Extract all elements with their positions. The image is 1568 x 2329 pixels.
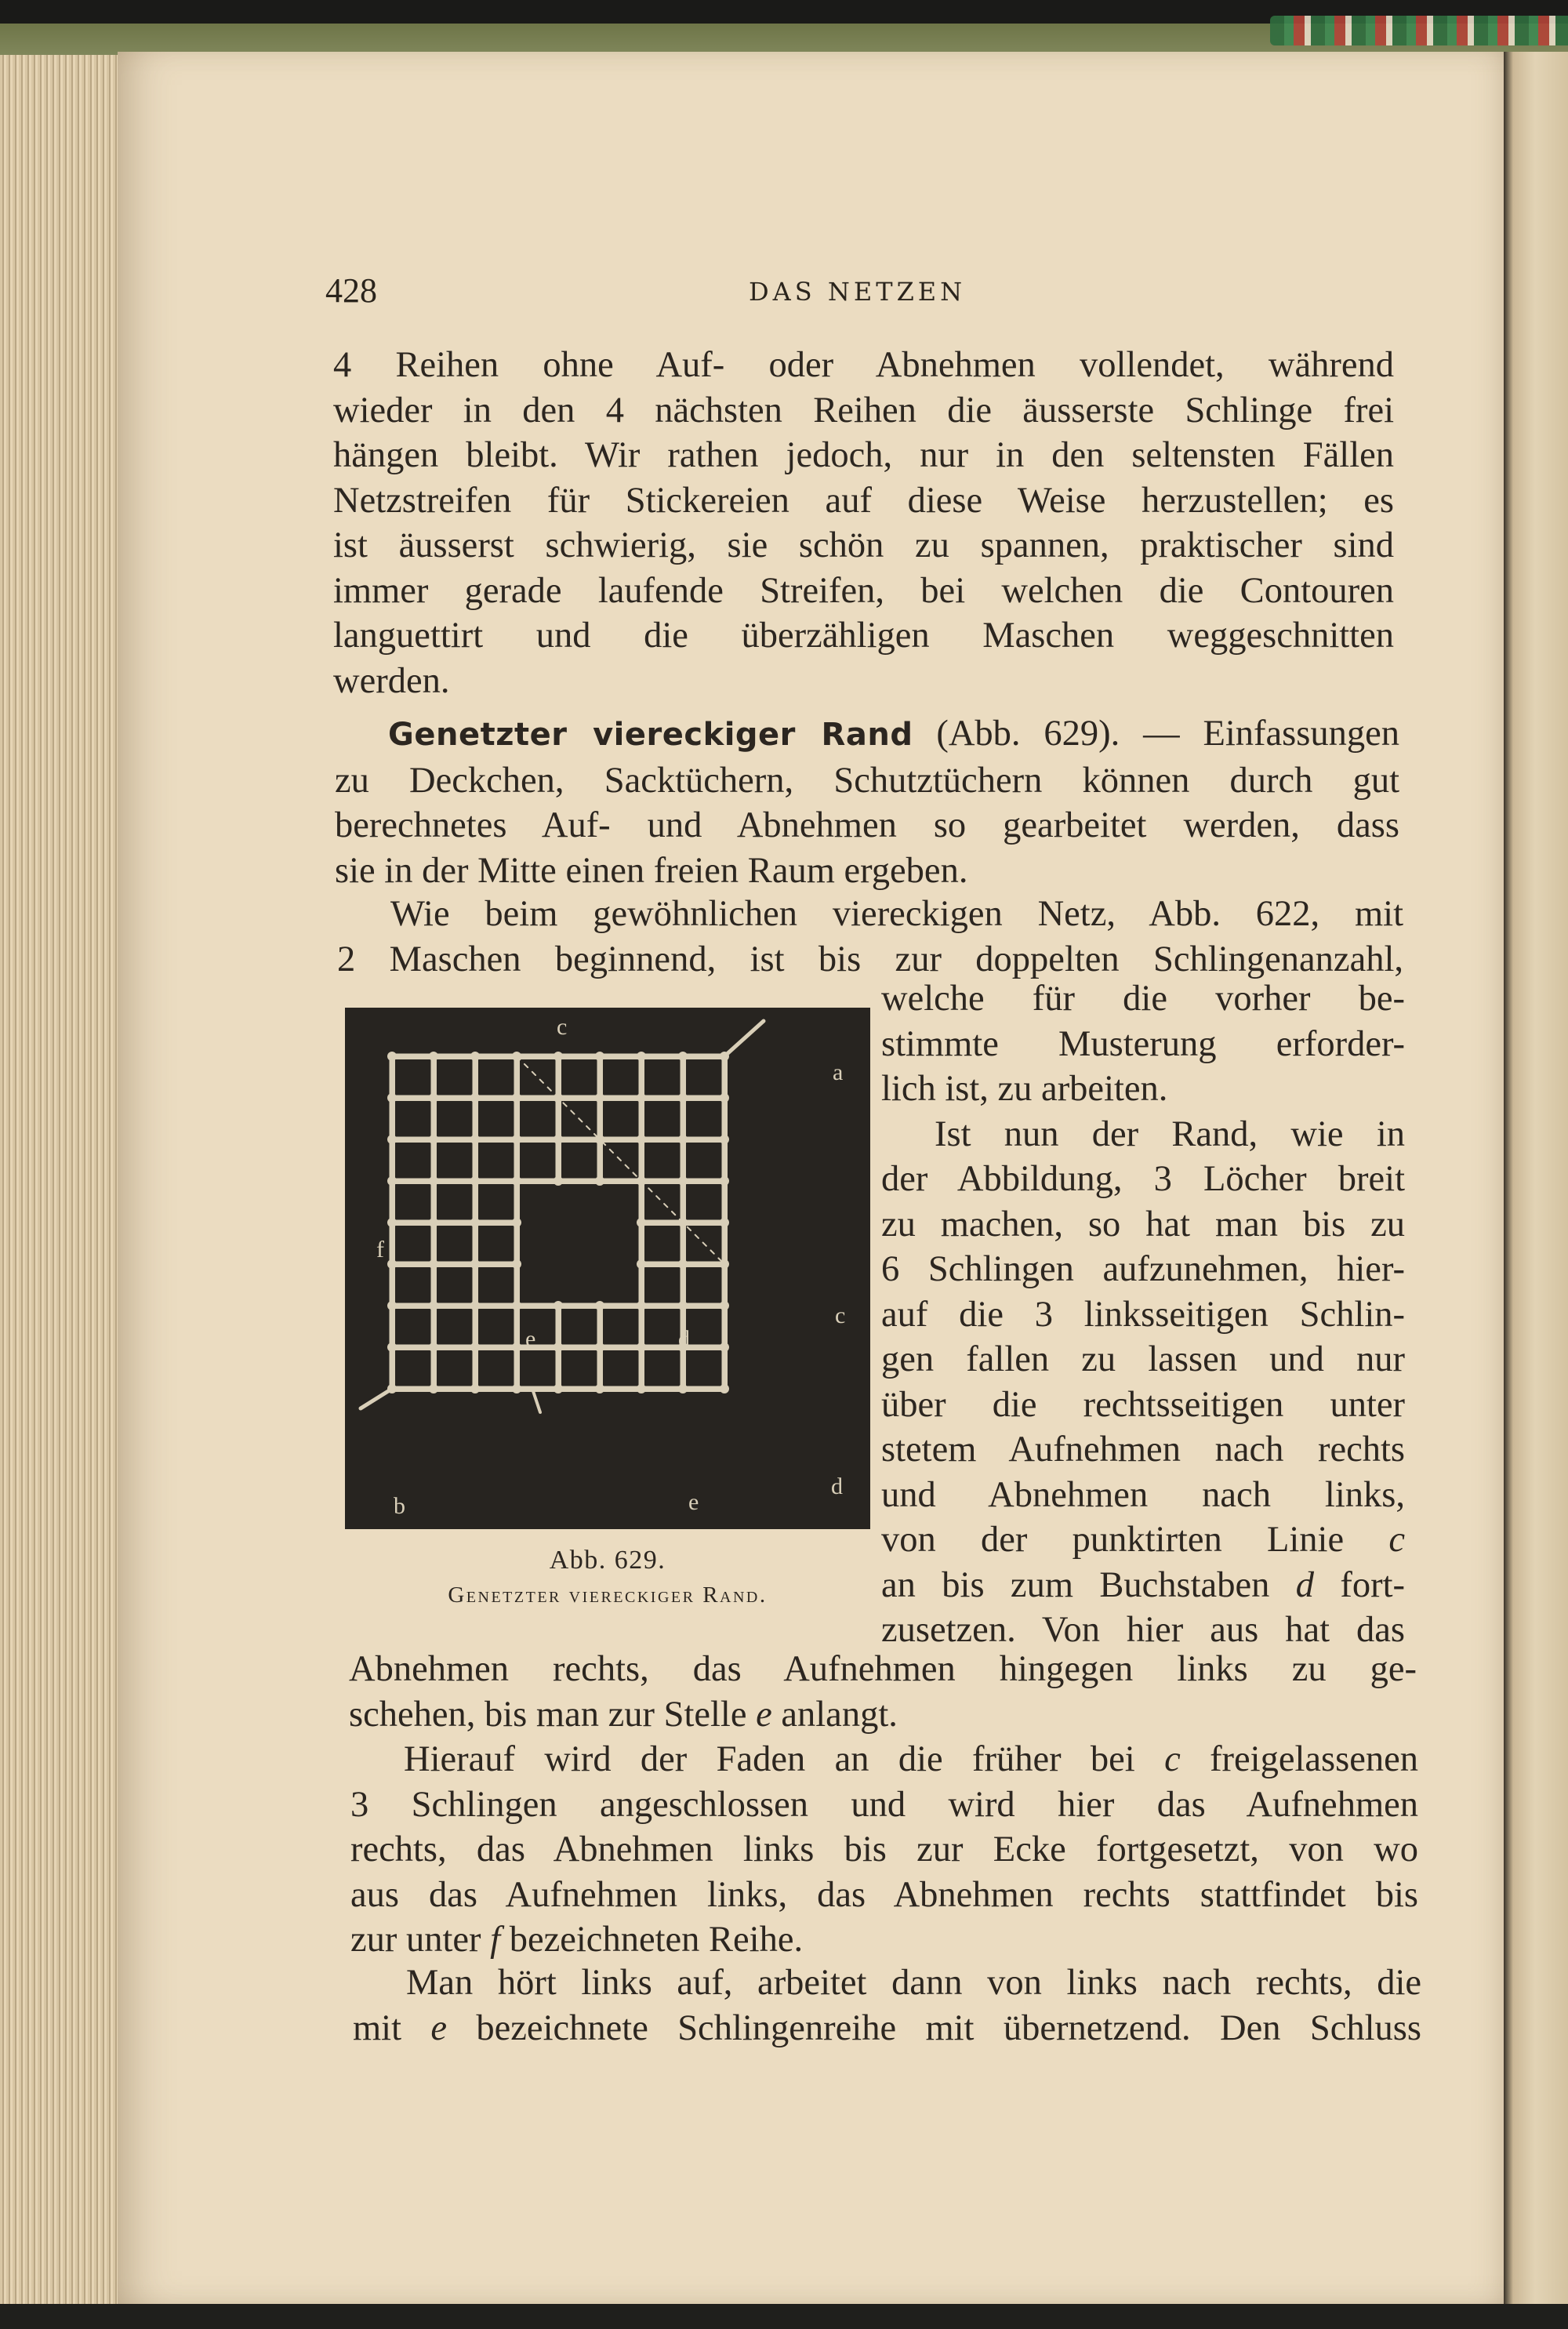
paragraph-6 [353,1960,1421,2051]
figure-netting-border [345,1008,870,1529]
text-line: stimmte Musterung erforder- [881,1023,1405,1064]
figure-label: a [833,1059,844,1085]
letter-d: d [1295,1564,1314,1605]
net-knot [470,1343,480,1352]
figure-label: b [394,1493,405,1519]
net-knot [470,1218,480,1227]
text-line [349,1692,1417,1738]
net-knot [387,1343,397,1352]
net-knot [678,1135,688,1144]
net-knot [470,1176,480,1186]
net-knot [387,1301,397,1310]
net-knot [637,1218,646,1227]
text-line: zu machen, so hat man bis zu [881,1204,1405,1244]
text-line: zu Deckchen, Sacktüchern, Schutztüchern können durch gut [335,760,1399,801]
text-span: Hierauf wird der Faden an die früher bei [404,1739,1135,1779]
net-knot [637,1384,646,1393]
text-line: aus das Aufnehmen links, das Abnehmen rechts stattfindet bis [350,1874,1418,1915]
net-knot [595,1384,604,1393]
text-line [350,1917,1418,1963]
text-line: ist äusserst schwierig, sie schön zu spannen, praktischer sind [333,525,1394,565]
net-knot [387,1176,397,1186]
text-span: schehen, bis man zur Stelle [349,1694,747,1735]
letter-c: c [1164,1739,1181,1779]
paragraph-1 [333,343,1394,703]
net-knot [595,1301,604,1310]
net-knot [595,1052,604,1061]
net-knot [637,1135,646,1144]
text-line: gen fallen zu lassen und nur [881,1339,1405,1379]
dotted-diagonal [517,1056,724,1264]
net-knot [512,1176,521,1186]
text-span: mit [353,2007,402,2048]
text-line: Abnehmen rechts, das Aufnehmen hingegen links zu ge- [349,1649,1417,1689]
letter-e: e [756,1694,772,1735]
net-knot [429,1259,438,1269]
net-knot [720,1301,729,1310]
bookmark-ribbon [1270,16,1568,45]
text-span: bezeichneten Reihe. [509,1920,804,1960]
loose-thread [532,1389,540,1412]
figure-label: f [376,1237,384,1263]
net-knot [387,1052,397,1061]
net-knot [720,1093,729,1103]
text-line: werden. [333,660,450,701]
net-knot [554,1052,563,1061]
net-knot [637,1301,646,1310]
text-span: (Abb. 629). — Einfassungen [936,714,1400,754]
figure-label: c [835,1303,846,1328]
net-knot [387,1218,397,1227]
text-line: 4 Reihen ohne Auf- oder Abnehmen vollendet, während [333,345,1394,385]
net-knot [554,1384,563,1393]
net-knot [429,1218,438,1227]
text-line: welche für die vorher be- [881,979,1405,1019]
text-span: zur unter [350,1920,481,1960]
net-knot [637,1259,646,1269]
net-knot [720,1384,729,1393]
header-title: DAS NETZEN [749,277,967,307]
net-knot [387,1259,397,1269]
text-line [350,1737,1418,1782]
side-column-text [881,976,1405,1653]
loose-thread [724,1021,764,1056]
net-knot [512,1301,521,1310]
netting-illustration [345,1008,870,1529]
text-line: berechnetes Auf- und Abnehmen so gearbeitet werden, dass [335,805,1399,845]
figure-label: d [678,1326,690,1352]
net-knot [595,1093,604,1103]
caption-title: Genetzter viereckiger Rand. [448,1582,768,1608]
text-line: languettirt und die überzähligen Maschen weggeschnitten [333,616,1394,656]
net-knot [387,1135,397,1144]
text-line [335,711,1399,758]
book-bottom-edge [0,2304,1568,2329]
net-knot [470,1052,480,1061]
text-line: Wie beim gewöhnlichen viereckigen Netz, Abb. 622, mit [390,894,1403,934]
net-knot [678,1301,688,1310]
letter-e: e [430,2007,448,2048]
paragraph-5 [350,1737,1418,1963]
text-span: freigelassenen [1210,1739,1419,1779]
net-knot [720,1176,729,1186]
text-line: 2 Maschen beginnend, ist bis zur doppelten Schlingenanzahl, [337,939,1403,979]
net-knot [512,1384,521,1393]
text-span: an bis zum Buchstaben [881,1564,1270,1605]
net-knot [554,1301,563,1310]
caption-label: Abb. 629. [549,1546,666,1575]
text-line: lich ist, zu arbeiten. [881,1069,1168,1109]
net-knot [720,1218,729,1227]
figure-label: d [831,1473,843,1499]
text-line: auf die 3 linksseitigen Schlin- [881,1294,1405,1335]
net-knot [512,1135,521,1144]
text-line: und Abnehmen nach links, [881,1474,1405,1515]
net-knot [678,1052,688,1061]
letter-c: c [1388,1520,1406,1560]
text-span: fort- [1340,1564,1405,1605]
net-knot [429,1343,438,1352]
text-line: 6 Schlingen aufzunehmen, hier- [881,1249,1405,1289]
text-line: hängen bleibt. Wir rathen jedoch, nur in den seltensten Fällen [333,435,1394,475]
text-span: von der punktirten Linie [881,1520,1345,1560]
net-knot [429,1384,438,1393]
text-span: bezeichnete Schlingenreihe mit übernetzend. Den Schluss [476,2007,1422,2048]
paragraph-4-continued [349,1647,1417,1737]
net-knot [720,1135,729,1144]
net-knot [595,1343,604,1352]
text-line: Netzstreifen für Stickereien auf diese Weise herzustellen; es [333,480,1394,521]
figure-caption [337,1543,878,1612]
section-heading: Genetzter viereckiger Rand [388,717,913,753]
text-line: über die rechtsseitigen unter [881,1384,1405,1425]
next-page-edge [1504,52,1568,2304]
net-knot [512,1343,521,1352]
text-line: sie in der Mitte einen freien Raum ergeben. [335,850,968,891]
net-knot [678,1176,688,1186]
text-span: anlangt. [781,1694,898,1735]
net-knot [720,1343,729,1352]
text-line: wieder in den 4 nächsten Reihen die äusserste Schlinge frei [333,390,1394,431]
text-line [881,1517,1405,1563]
net-knot [678,1259,688,1269]
net-knot [470,1301,480,1310]
net-knot [637,1052,646,1061]
paragraph-3 [337,892,1403,982]
text-line: 3 Schlingen angeschlossen und wird hier das Aufnehmen [350,1784,1418,1825]
figure-label: e [688,1489,699,1515]
net-knot [512,1218,521,1227]
text-line [881,1563,1405,1608]
net-knot [554,1135,563,1144]
net-knot [512,1093,521,1103]
page-number: 428 [325,271,377,310]
text-line: rechts, das Abnehmen links bis zur Ecke fortgesetzt, von wo [350,1829,1418,1869]
net-knot [470,1259,480,1269]
net-knot [512,1259,521,1269]
net-knot [387,1093,397,1103]
net-knot [554,1176,563,1186]
net-knot [470,1135,480,1144]
net-knot [429,1052,438,1061]
text-line: Ist nun der Rand, wie in [935,1114,1405,1154]
net-knot [595,1176,604,1186]
figure-label: e [525,1326,536,1352]
loose-thread [361,1389,392,1408]
net-knot [470,1093,480,1103]
net-knot [429,1176,438,1186]
letter-f: f [490,1920,501,1960]
net-knot [637,1093,646,1103]
net-knot [678,1384,688,1393]
text-line: der Abbildung, 3 Löcher breit [881,1159,1405,1199]
net-knot [554,1343,563,1352]
net-knot [470,1384,480,1393]
net-knot [429,1135,438,1144]
running-head [325,271,1415,318]
text-line: immer gerade laufende Streifen, bei welchen die Contouren [333,570,1394,611]
net-knot [678,1093,688,1103]
net-knot [429,1093,438,1103]
text-line: Man hört links auf, arbeitet dann von links nach rechts, die [406,1963,1421,2003]
page-edges [0,55,133,2305]
text-line: stetem Aufnehmen nach rechts [881,1430,1405,1470]
net-knot [429,1301,438,1310]
text-line: zusetzen. Von hier aus hat das [881,1610,1405,1650]
paragraph-2 [335,711,1399,893]
net-knot [637,1343,646,1352]
text-line [353,2006,1421,2051]
figure-label: c [557,1014,568,1040]
